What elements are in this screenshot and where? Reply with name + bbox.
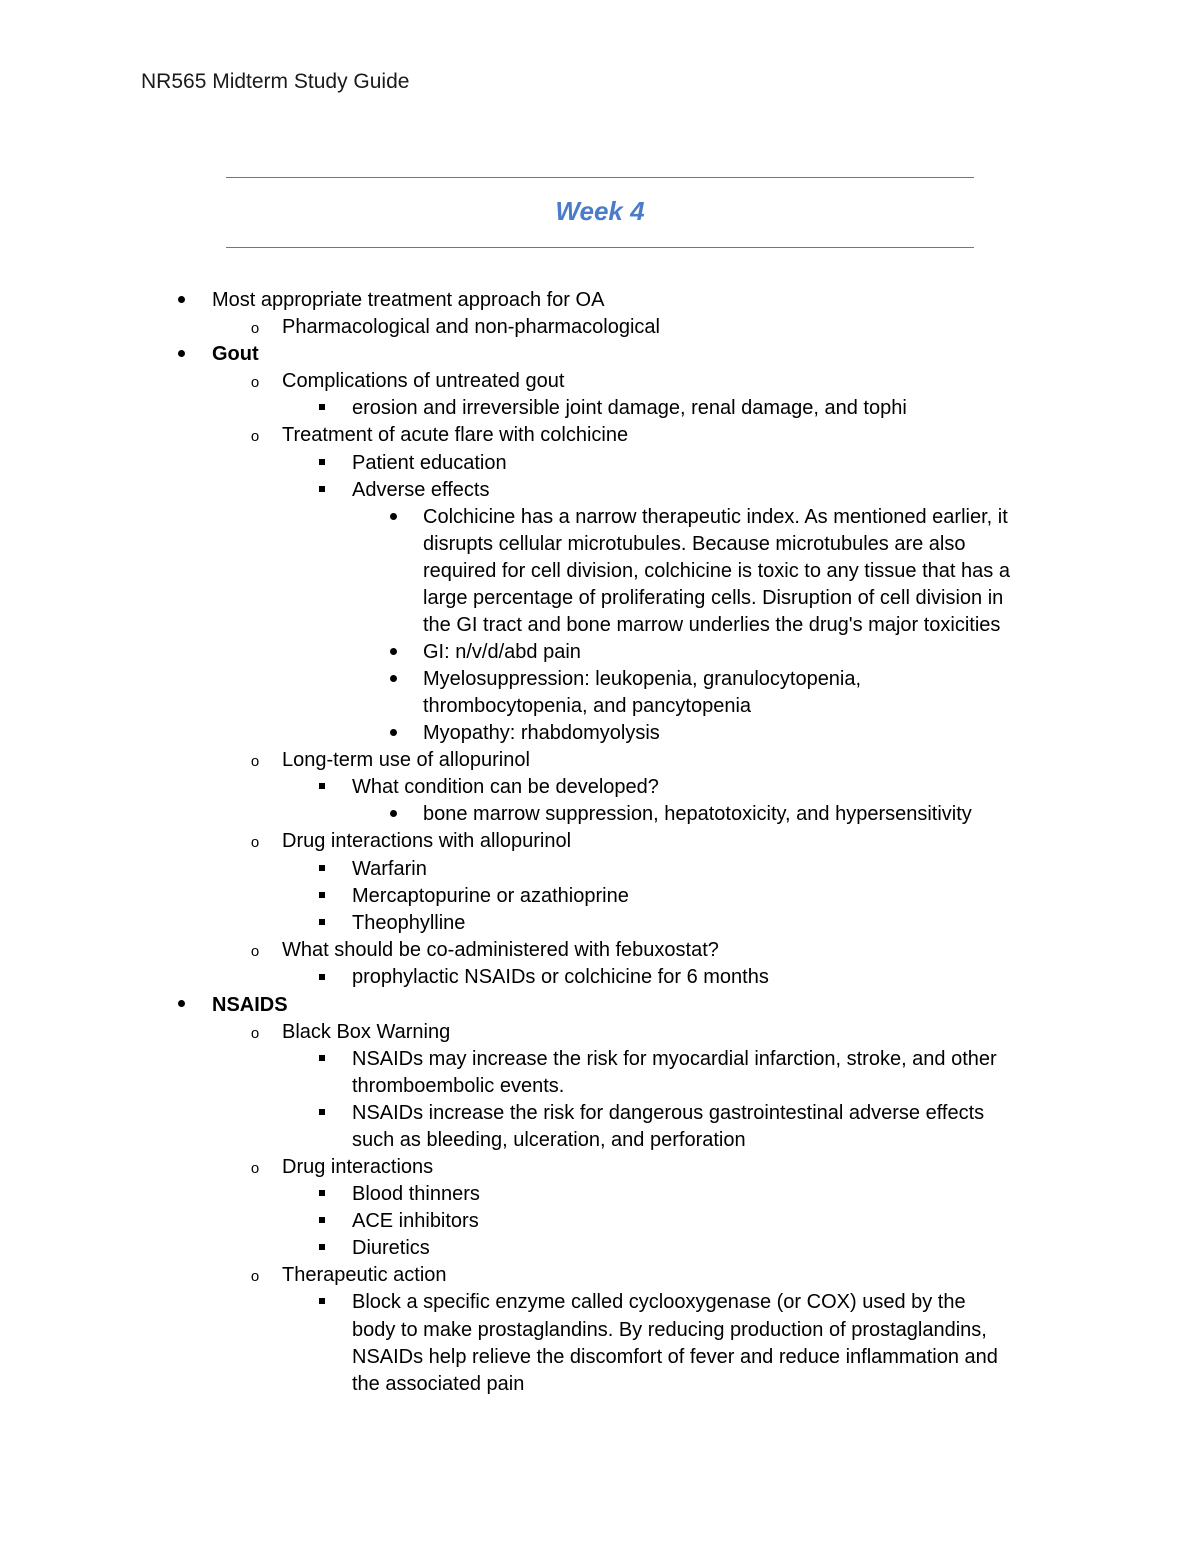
list-item: erosion and irreversible joint damage, renal damage, and tophi <box>0 395 1200 422</box>
list-item: Myelosuppression: leukopenia, granulocytopenia, <box>0 666 1200 693</box>
page-header-title: NR565 Midterm Study Guide <box>141 70 410 93</box>
list-item: o Black Box Warning <box>0 1019 1200 1046</box>
bullet-circle-icon: o <box>250 320 260 337</box>
week-rule-top <box>226 177 974 178</box>
list-item-continuation: large percentage of proliferating cells. Disruption of cell division in <box>423 586 1004 609</box>
list-item: o Long-term use of allopurinol <box>0 747 1200 774</box>
list-item-continuation: NSAIDs help relieve the discomfort of fever and reduce inflammation and <box>352 1345 998 1368</box>
list-item: Colchicine has a narrow therapeutic index. As mentioned earlier, it <box>0 504 1200 531</box>
list-item: What condition can be developed? <box>0 774 1200 801</box>
list-item: o Therapeutic action <box>0 1262 1200 1289</box>
bullet-square-icon <box>310 883 334 910</box>
list-item-continuation: thromboembolic events. <box>352 1074 565 1097</box>
bullet-circle-icon: o <box>250 943 260 961</box>
bullet-circle-icon: o <box>250 374 260 391</box>
bullet-square-icon <box>310 1208 334 1235</box>
bullet-circle-icon: o <box>250 1024 260 1042</box>
list-item: NSAIDs increase the risk for dangerous gastrointestinal adverse effects <box>0 1100 1200 1127</box>
bullet-square-icon <box>310 1100 334 1127</box>
bullet-dot-icon <box>169 341 193 368</box>
list-item: NSAIDs may increase the risk for myocardial infarction, stroke, and other <box>0 1046 1200 1073</box>
list-item: Blood thinners <box>0 1181 1200 1208</box>
list-item: o Drug interactions with allopurinol <box>0 828 1200 855</box>
bullet-square-icon <box>310 910 334 937</box>
bullet-dot-icon <box>381 801 405 828</box>
list-item: o Drug interactions <box>0 1154 1200 1181</box>
bullet-square-icon <box>310 477 334 504</box>
list-item-continuation: thrombocytopenia, and pancytopenia <box>423 694 752 717</box>
bullet-dot-icon <box>169 287 193 314</box>
list-item: Theophylline <box>0 910 1200 937</box>
bullet-square-icon <box>310 450 334 477</box>
bullet-square-icon <box>310 856 334 883</box>
list-item-continuation: disrupts cellular microtubules. Because microtubules are also <box>423 532 966 555</box>
list-item-continuation: the associated pain <box>352 1372 525 1395</box>
list-item: o Treatment of acute flare with colchicine <box>0 422 1200 449</box>
bullet-square-icon <box>310 964 334 991</box>
section-title: Week 4 <box>555 196 645 226</box>
bullet-square-icon <box>310 1046 334 1073</box>
bullet-square-icon <box>310 395 334 422</box>
bullet-square-icon <box>310 1289 334 1316</box>
list-item: Mercaptopurine or azathioprine <box>0 883 1200 910</box>
bullet-dot-icon <box>381 504 405 531</box>
list-item: Adverse effects <box>0 477 1200 504</box>
list-item-continuation: the GI tract and bone marrow underlies the drug's major toxicities <box>423 613 1001 636</box>
bullet-dot-icon <box>381 666 405 693</box>
list-item-continuation: body to make prostaglandins. By reducing production of prostaglandins, <box>352 1318 987 1341</box>
week-rule-bottom <box>226 247 974 248</box>
outline-list <box>0 287 1200 1398</box>
list-item: ACE inhibitors <box>0 1208 1200 1235</box>
bullet-circle-icon: o <box>250 1159 260 1177</box>
bullet-dot-icon <box>381 639 405 666</box>
list-item: prophylactic NSAIDs or colchicine for 6 months <box>0 964 1200 991</box>
bullet-circle-icon: o <box>250 834 260 852</box>
list-item: o Complications of untreated gout <box>0 368 1200 395</box>
bullet-dot-icon <box>169 992 193 1019</box>
list-item: Patient education <box>0 450 1200 477</box>
bullet-circle-icon: o <box>250 428 260 446</box>
list-item: o What should be co-administered with febuxostat? <box>0 937 1200 964</box>
list-item: NSAIDS <box>0 992 1200 1019</box>
list-item-continuation: such as bleeding, ulceration, and perforation <box>352 1128 746 1151</box>
list-item-continuation: required for cell division, colchicine is toxic to any tissue that has a <box>423 559 1010 582</box>
list-item: Gout <box>0 341 1200 368</box>
bullet-circle-icon: o <box>250 1267 260 1285</box>
list-item: Myopathy: rhabdomyolysis <box>0 720 1200 747</box>
bullet-square-icon <box>310 1181 334 1208</box>
list-item: Diuretics <box>0 1235 1200 1262</box>
list-item: bone marrow suppression, hepatotoxicity, and hypersensitivity <box>0 801 1200 828</box>
list-item: Most appropriate treatment approach for OA <box>0 287 1200 314</box>
list-item: GI: n/v/d/abd pain <box>0 639 1200 666</box>
bullet-circle-icon: o <box>250 752 260 770</box>
bullet-square-icon <box>310 1235 334 1262</box>
list-item: Warfarin <box>0 856 1200 883</box>
list-item: o Pharmacological and non-pharmacological <box>0 314 1200 341</box>
bullet-square-icon <box>310 774 334 801</box>
list-item: Block a specific enzyme called cyclooxygenase (or COX) used by the <box>0 1289 1200 1316</box>
bullet-dot-icon <box>381 720 405 747</box>
